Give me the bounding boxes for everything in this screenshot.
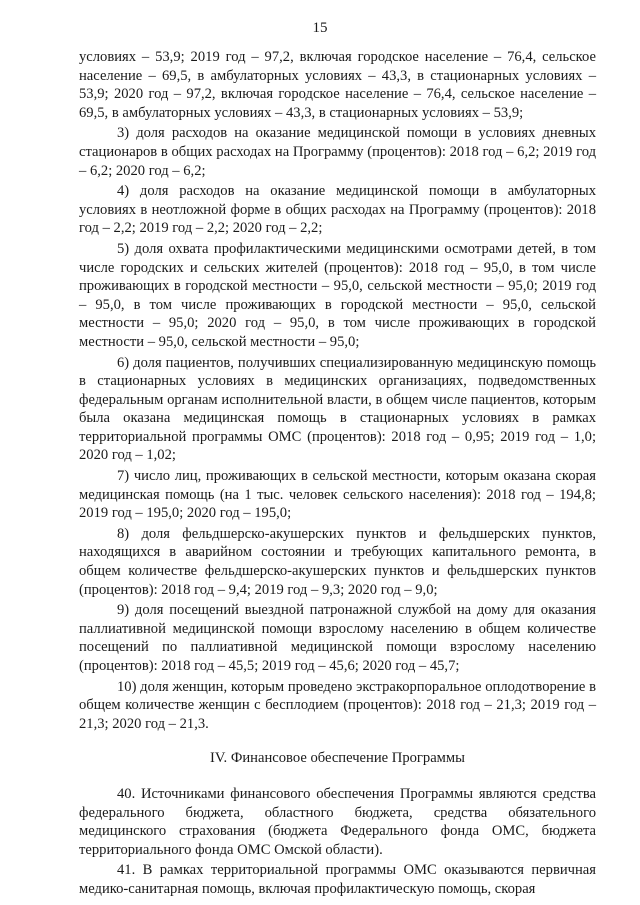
- document-body: [79, 48, 596, 899]
- paragraph-item-9: 9) доля посещений выездной патронажной службой на дому для оказания паллиативной медицинской помощи взрослому населению в общем количестве посещений по паллиативной медицинской помощи взрослому населению (процентов): 2018 год – 45,5; 2019 год – 45,6; 2020 год – 45,7;: [79, 602, 596, 674]
- paragraph-continuation: условиях – 53,9; 2019 год – 97,2, включая городское население – 76,4, сельское население – 69,5, в амбулаторных условиях – 43,3, в стационарных условиях – 53,9; 2020 год – 97,2, включая городское население – 76,4, сельское население – 69,5, в амбулаторных условиях – 43,3, в стационарных условиях – 53,9;: [79, 49, 596, 121]
- paragraph-41: 41. В рамках территориальной программы ОМС оказываются первичная медико-санитарная помощь, включая профилактическую помощь, скорая: [79, 862, 596, 897]
- page-number: 15: [312, 20, 328, 36]
- paragraph-item-10: 10) доля женщин, которым проведено экстракорпоральное оплодотворение в общем количестве женщин с бесплодием (процентов): 2018 год – 21,3; 2019 год – 21,3; 2020 год – 21,3.: [79, 678, 596, 732]
- paragraph-40: 40. Источниками финансового обеспечения Программы являются средства федерального бюджета, областного бюджета, средства обязательного медицинского страхования (бюджета Федерального фонда ОМС, бюджета территориального фонда ОМС Омской области).: [79, 785, 596, 858]
- paragraph-item-4: 4) доля расходов на оказание медицинской помощи в амбулаторных условиях в неотложной форме в общих расходах на Программу (процентов): 2018 год – 2,2; 2019 год – 2,2; 2020 год – 2,2;: [79, 183, 596, 237]
- paragraph-item-6: 6) доля пациентов, получивших специализированную медицинскую помощь в стационарных условиях в медицинских организациях, подведомственных федеральным органам исполнительной власти, в общем числе пациентов, которым была оказана медицинская помощь в стационарных условиях в рамках территориальной программы ОМС (процентов): 2018 год – 0,95; 2019 год – 1,0; 2020 год – 1,02;: [79, 354, 596, 464]
- paragraph-item-7: 7) число лиц, проживающих в сельской местности, которым оказана скорая медицинская помощь (на 1 тыс. человек сельского населения): 2018 год – 194,8; 2019 год – 195,0; 2020 год – 195,0;: [79, 468, 596, 522]
- paragraph-item-3: 3) доля расходов на оказание медицинской помощи в условиях дневных стационаров в общих расходах на Программу (процентов): 2018 год – 6,2; 2019 год – 6,2; 2020 год – 6,2;: [79, 125, 596, 179]
- paragraph-item-8: 8) доля фельдшерско-акушерских пунктов и фельдшерских пунктов, находящихся в аварийном состоянии и требующих капитального ремонта, в общем количестве фельдшерско-акушерских пунктов и фельдшерских пунктов (процентов): 2018 год – 9,4; 2019 год – 9,3; 2020 год – 9,0;: [79, 525, 596, 598]
- section-heading: IV. Финансовое обеспечение Программы: [210, 750, 465, 767]
- paragraph-item-5: 5) доля охвата профилактическими медицинскими осмотрами детей, в том числе городских и сельских жителей (процентов): 2018 год – 95,0, в том числе проживающих в городской местности – 95,0, сельской местности – 95,0; 2019 год – 95,0, в том числе проживающих в городской местности – 95,0, сельской местности – 95,0; 2020 год – 95,0, в том числе проживающих в городской местности – 95,0, сельской местности – 95,0;: [79, 240, 596, 350]
